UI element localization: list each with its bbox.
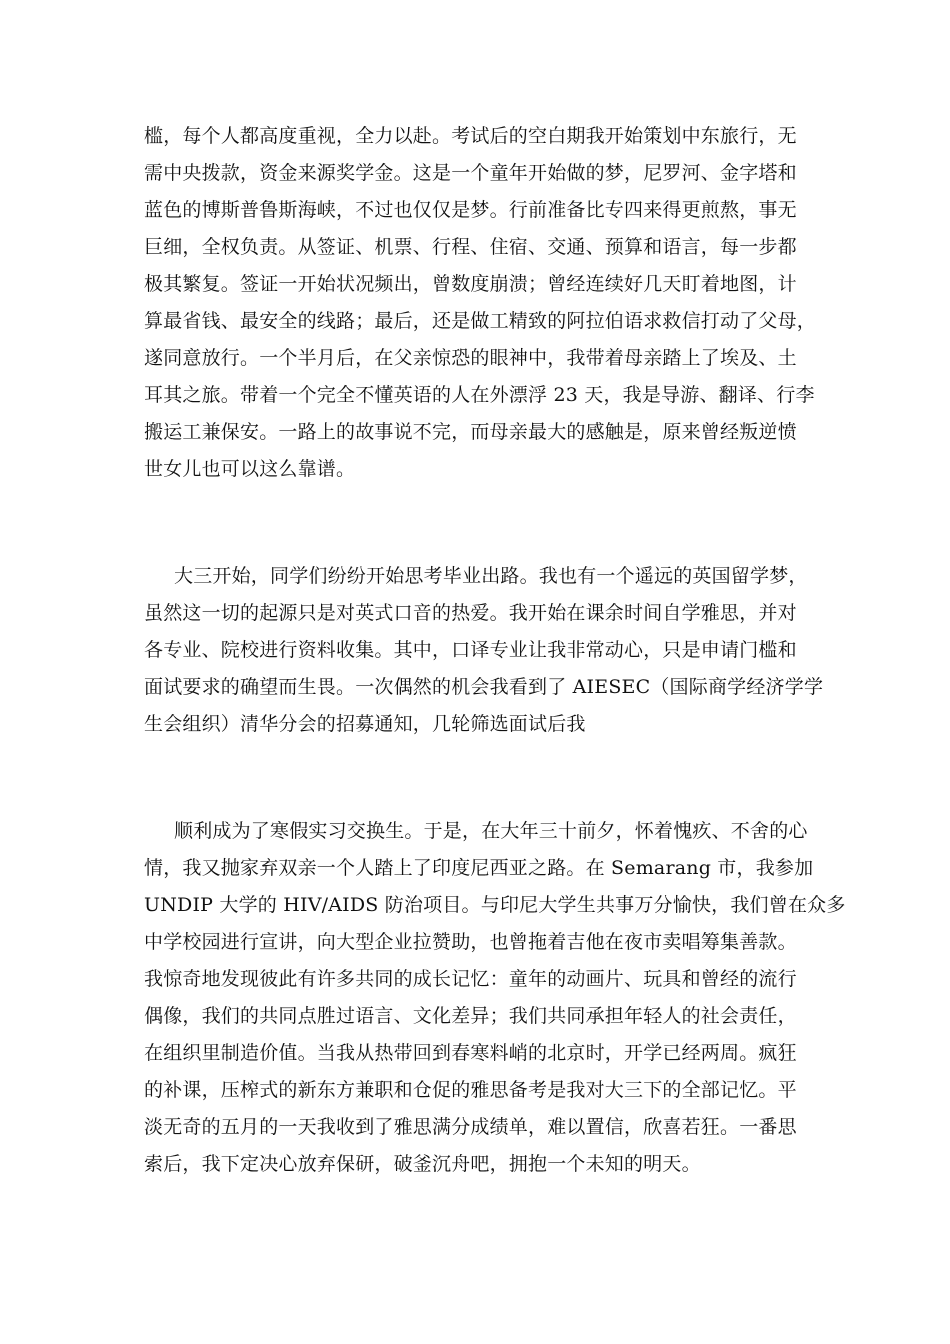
paragraph-2-line-4: 面试要求的确望而生畏。一次偶然的机会我看到了 AIESEC（国际商学经济学学 — [144, 676, 824, 698]
paragraph-3-line-1: 顺利成为了寒假实习交换生。于是，在大年三十前夕，怀着愧疚、不舍的心 — [174, 820, 808, 842]
paragraph-1-line-1: 槛，每个人都高度重视，全力以赴。考试后的空白期我开始策划中东旅行，无 — [144, 125, 797, 147]
paragraph-3-line-3: UNDIP 大学的 HIV/AIDS 防治项目。与印尼大学生共事万分愉快，我们曾在众多 — [144, 894, 846, 916]
paragraph-3-line-8: 的补课，压榨式的新东方兼职和仓促的雅思备考是我对大三下的全部记忆。平 — [144, 1079, 797, 1101]
paragraph-3-line-2: 情，我又抛家弃双亲一个人踏上了印度尼西亚之路。在 Semarang 市，我参加 — [144, 857, 814, 879]
paragraph-1-line-2: 需中央拨款，资金来源奖学金。这是一个童年开始做的梦，尼罗河、金字塔和 — [144, 162, 797, 184]
paragraph-3-line-7: 在组织里制造价值。当我从热带回到春寒料峭的北京时，开学已经两周。疯狂 — [144, 1042, 797, 1064]
paragraph-1-line-5: 极其繁复。签证一开始状况频出，曾数度崩溃；曾经连续好几天盯着地图，计 — [144, 273, 797, 295]
paragraph-3-line-5: 我惊奇地发现彼此有许多共同的成长记忆：童年的动画片、玩具和曾经的流行 — [144, 968, 797, 990]
paragraph-3-line-6: 偶像，我们的共同点胜过语言、文化差异；我们共同承担年轻人的社会责任， — [144, 1005, 797, 1027]
paragraph-2-line-3: 各专业、院校进行资料收集。其中，口译专业让我非常动心，只是申请门槛和 — [144, 639, 797, 661]
paragraph-1-line-4: 巨细，全权负责。从签证、机票、行程、住宿、交通、预算和语言，每一步都 — [144, 236, 797, 258]
paragraph-1-line-7: 遂同意放行。一个半月后，在父亲惊恐的眼神中，我带着母亲踏上了埃及、土 — [144, 347, 797, 369]
paragraph-1-line-9: 搬运工兼保安。一路上的故事说不完，而母亲最大的感触是，原来曾经叛逆愤 — [144, 421, 797, 443]
paragraph-3-line-4: 中学校园进行宣讲，向大型企业拉赞助，也曾拖着吉他在夜市卖唱筹集善款。 — [144, 931, 797, 953]
paragraph-2-line-1: 大三开始，同学们纷纷开始思考毕业出路。我也有一个遥远的英国留学梦， — [174, 565, 808, 587]
paragraph-1-line-8: 耳其之旅。带着一个完全不懂英语的人在外漂浮 23 天，我是导游、翻译、行李 — [144, 384, 815, 406]
paragraph-1-line-10: 世女儿也可以这么靠谱。 — [144, 458, 356, 480]
paragraph-2-line-5: 生会组织）清华分会的招募通知，几轮筛选面试后我 — [144, 713, 586, 735]
paragraph-1-line-6: 算最省钱、最安全的线路；最后，还是做工精致的阿拉伯语求救信打动了父母， — [144, 310, 817, 332]
paragraph-3-line-10: 索后，我下定决心放弃保研，破釜沉舟吧，拥抱一个未知的明天。 — [144, 1153, 701, 1175]
paragraph-3-line-9: 淡无奇的五月的一天我收到了雅思满分成绩单，难以置信，欣喜若狂。一番思 — [144, 1116, 797, 1138]
paragraph-1-line-3: 蓝色的博斯普鲁斯海峡，不过也仅仅是梦。行前准备比专四来得更煎熬，事无 — [144, 199, 797, 221]
paragraph-2-line-2: 虽然这一切的起源只是对英式口音的热爱。我开始在课余时间自学雅思，并对 — [144, 602, 797, 624]
